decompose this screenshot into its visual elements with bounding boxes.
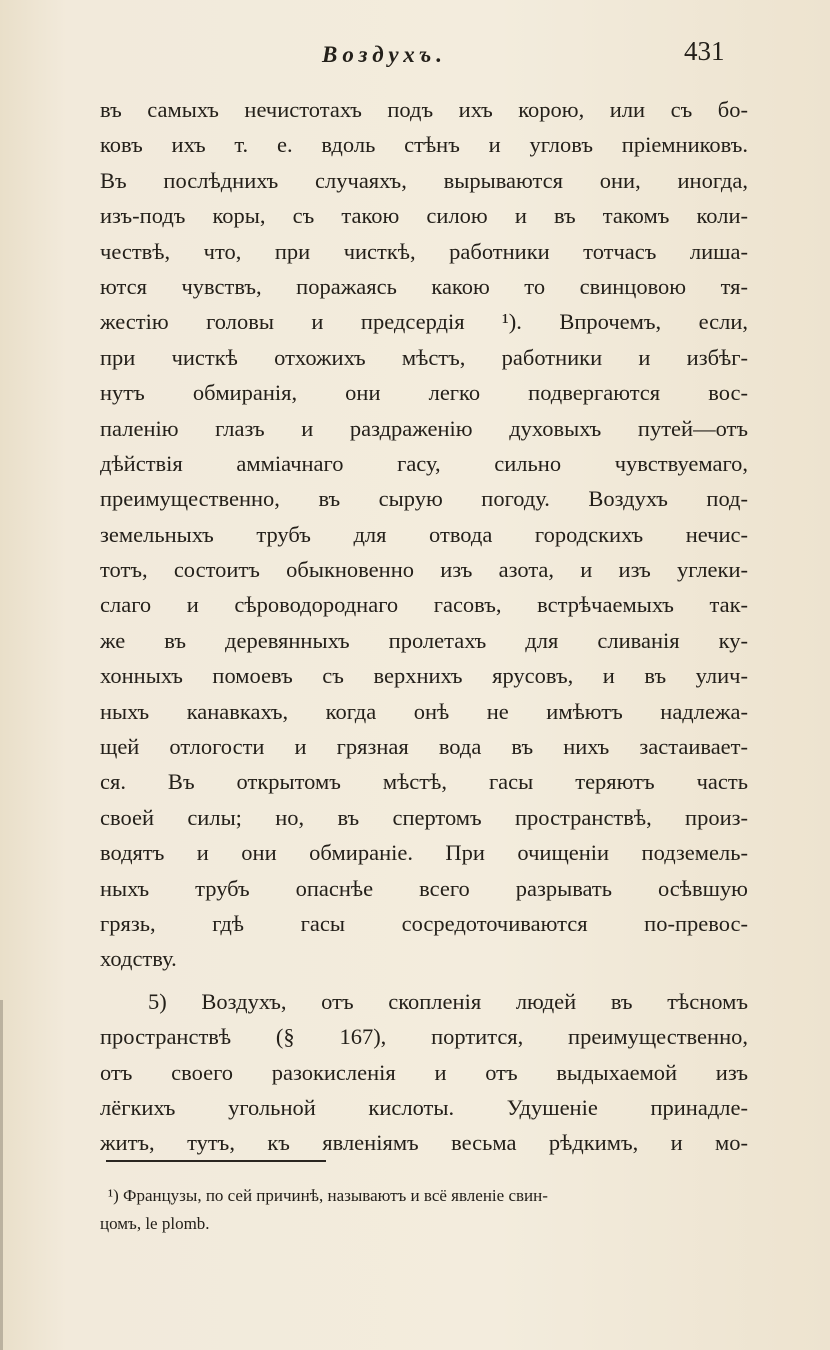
footnote (100, 1182, 748, 1238)
text-line: при чисткѣ отхожихъ мѣстъ, работники и избѣг- (100, 344, 748, 370)
page-edge-shadow (0, 1000, 3, 1350)
running-title: Воздухъ. (322, 42, 448, 67)
text-line: водятъ и они обмираніе. При очищеніи подземель- (100, 840, 748, 866)
text-line: 5) Воздухъ, отъ скопленія людей въ тѣсномъ (148, 988, 748, 1014)
text-line: преимущественно, въ сырую погоду. Воздухъ под- (100, 486, 748, 512)
text-line: своей силы; но, въ спертомъ пространствѣ, произ- (100, 804, 748, 830)
text-line: житъ, тутъ, къ явленіямъ весьма рѣдкимъ, и мо- (100, 1130, 748, 1156)
text-line: щей отлогости и грязная вода въ нихъ застаивает- (100, 734, 748, 760)
footnote-line: цомъ, le plomb. (100, 1214, 210, 1233)
footnote-divider (106, 1160, 326, 1162)
text-line: земельныхъ трубъ для отвода городскихъ нечис- (100, 521, 748, 547)
text-line: же въ деревянныхъ пролетахъ для сливанія ку- (100, 627, 748, 653)
page-header (0, 32, 830, 82)
text-line: грязь, гдѣ гасы сосредоточиваются по-превос- (100, 910, 748, 936)
text-line: паленію глазъ и раздраженію духовыхъ путей—отъ (100, 415, 748, 441)
text-line: ныхъ трубъ опаснѣе всего разрывать осѣвшую (100, 875, 748, 901)
text-line: жестію головы и предсердія ¹). Впрочемъ, если, (100, 309, 748, 335)
body-text (100, 92, 748, 1161)
text-line: ются чувствъ, поражаясь какою то свинцовою тя- (100, 273, 748, 299)
text-line: лёгкихъ угольной кислоты. Удушеніе принадле- (100, 1094, 748, 1120)
text-line: отъ своего разокисленія и отъ выдыхаемой изъ (100, 1059, 748, 1085)
text-line: ся. Въ открытомъ мѣстѣ, гасы теряютъ часть (100, 769, 748, 795)
text-line: дѣйствія амміачнаго гасу, сильно чувствуемаго, (100, 450, 748, 476)
text-line: въ самыхъ нечистотахъ подъ ихъ корою, или съ бо- (100, 97, 748, 122)
text-line: пространствѣ (§ 167), портится, преимущественно, (100, 1024, 748, 1050)
text-line: слаго и сѣроводороднаго гасовъ, встрѣчаемыхъ так- (100, 592, 748, 618)
text-line: хонныхъ помоевъ съ верхнихъ ярусовъ, и въ улич- (100, 663, 748, 689)
text-line: изъ-подъ коры, съ такою силою и въ такомъ коли- (100, 203, 748, 229)
page-number: 431 (684, 36, 725, 66)
text-line: ныхъ канавкахъ, когда онѣ не имѣютъ надлежа- (100, 698, 748, 724)
footnote-line: ¹) Французы, по сей причинѣ, называютъ и всё явленіе свин- (108, 1186, 548, 1205)
text-line: Въ послѣднихъ случаяхъ, вырываются они, иногда, (100, 167, 748, 193)
text-line: ковъ ихъ т. е. вдоль стѣнъ и угловъ пріемниковъ. (100, 132, 748, 158)
text-line: тотъ, состоитъ обыкновенно изъ азота, и изъ углеки- (100, 557, 748, 583)
text-line: чествѣ, что, при чисткѣ, работники тотчасъ лиша- (100, 238, 748, 264)
text-line: ходству. (100, 946, 177, 972)
text-line: нутъ обмиранія, они легко подвергаются вос- (100, 380, 748, 406)
